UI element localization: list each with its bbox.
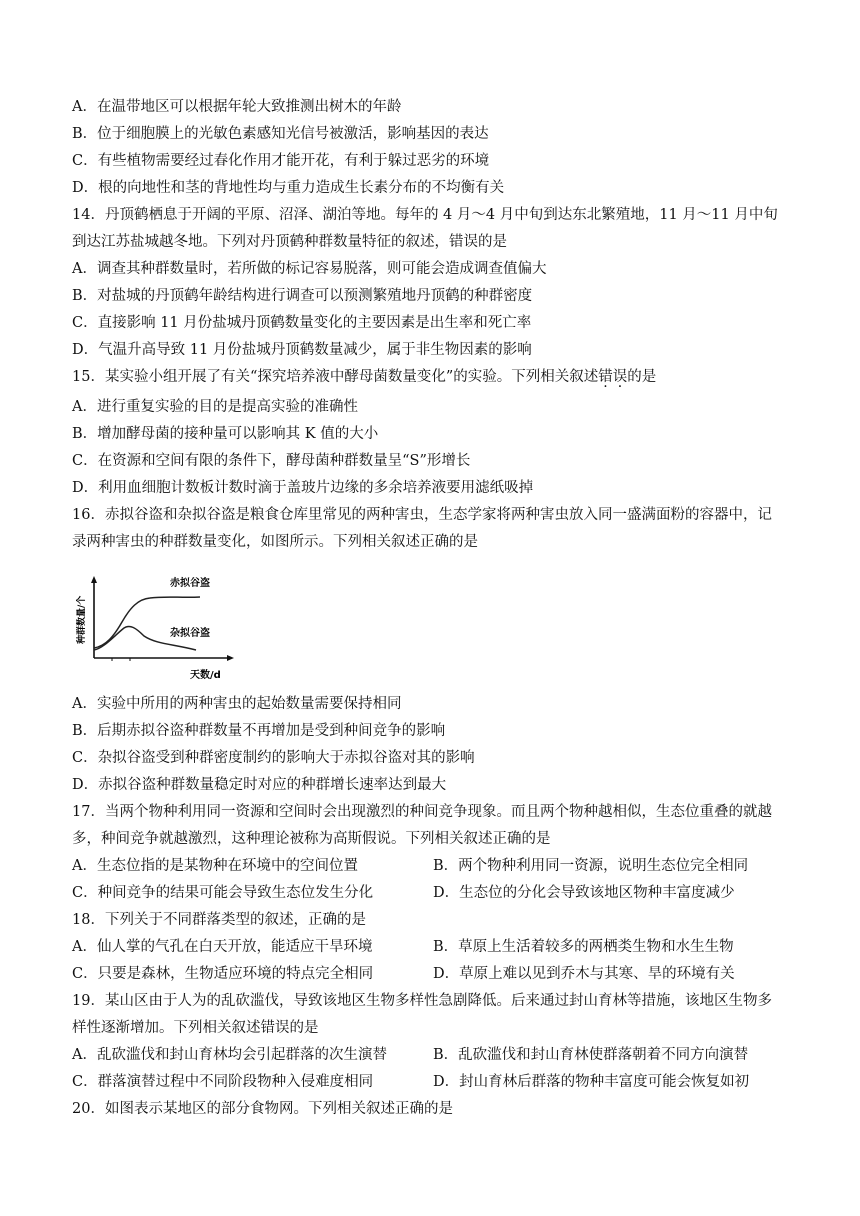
q20-stem: 20．如图表示某地区的部分食物网。下列相关叙述正确的是 <box>72 1101 453 1117</box>
q18-option-c: C．只要是森林，生物适应环境的特点完全相同 <box>72 966 374 982</box>
q19-stem-line1: 19．某山区由于人为的乱砍滥伐，导致该地区生物多样性急剧降低。后来通过封山育林等措施，该地区生物多 <box>72 993 772 1009</box>
series-label-chi: 赤拟谷盗 <box>170 578 210 589</box>
q19-option-b: B．乱砍滥伐和封山育林使群落朝着不同方向演替 <box>433 1047 749 1063</box>
y-axis-label: 种群数量/个 <box>77 595 87 644</box>
q19-option-d: D．封山育林后群落的物种丰富度可能会恢复如初 <box>433 1074 750 1090</box>
q19-stem-line2: 样性逐渐增加。下列相关叙述错误的是 <box>72 1020 319 1036</box>
q18-option-a: A．仙人掌的气孔在白天开放，能适应干旱环境 <box>72 939 373 955</box>
q13-option-d: D．根的向地性和茎的背地性均与重力造成生长素分布的不均衡有关 <box>72 180 505 196</box>
q14-option-b: B．对盐城的丹顶鹤年龄结构进行调查可以预测繁殖地丹顶鹤的种群密度 <box>72 288 533 304</box>
q17-option-c: C．种间竞争的结果可能会导致生态位发生分化 <box>72 885 374 901</box>
q15-option-a: A．进行重复实验的目的是提高实验的准确性 <box>72 399 358 415</box>
q15-stem-emph-2: 误 <box>612 369 628 385</box>
q16-stem-line2: 录两种害虫的种群数量变化，如图所示。下列相关叙述正确的是 <box>72 534 478 550</box>
q17-option-d: D．生态位的分化会导致该地区物种丰富度减少 <box>433 885 735 901</box>
q18-stem: 18．下列关于不同群落类型的叙述，正确的是 <box>72 912 366 928</box>
q16-option-c: C．杂拟谷盗受到种群密度制约的影响大于赤拟谷盗对其的影响 <box>72 750 475 766</box>
q16-option-d: D．赤拟谷盗种群数量稳定时对应的种群增长速率达到最大 <box>72 777 447 793</box>
population-chart <box>72 574 252 686</box>
q14-stem-line1: 14．丹顶鹤栖息于开阔的平原、沼泽、湖泊等地。每年的 4 月～4 月中旬到达东北繁殖地，11 月～11 月中旬 <box>72 207 778 223</box>
x-axis-label: 天数/d <box>190 670 221 681</box>
q15-stem-emph-1: 错 <box>598 369 613 385</box>
q15-stem <box>72 367 656 387</box>
q16-option-b: B．后期赤拟谷盗种群数量不再增加是受到种间竞争的影响 <box>72 723 446 739</box>
q15-stem-post: 的是 <box>627 369 657 385</box>
y-axis-arrow <box>91 576 97 583</box>
q13-option-b: B．位于细胞膜上的光敏色素感知光信号被激活，影响基因的表达 <box>72 126 489 142</box>
q15-option-b: B．增加酵母菌的接种量可以影响其 K 值的大小 <box>72 426 379 442</box>
q14-option-d: D．气温升高导致 11 月份盐城丹顶鹤数量减少，属于非生物因素的影响 <box>72 342 532 358</box>
q15-option-d: D．利用血细胞计数板计数时滴于盖玻片边缘的多余培养液要用滤纸吸掉 <box>72 480 534 496</box>
q15-option-c: C．在资源和空间有限的条件下，酵母菌种群数量呈“S”形增长 <box>72 453 471 469</box>
q16-stem-line1: 16．赤拟谷盗和杂拟谷盗是粮食仓库里常见的两种害虫，生态学家将两种害虫放入同一盛满面粉的容器中，记 <box>72 507 772 523</box>
series-label-za: 杂拟谷盗 <box>170 628 210 639</box>
q14-stem-line2: 到达江苏盐城越冬地。下列对丹顶鹤种群数量特征的叙述，错误的是 <box>72 234 507 250</box>
q19-option-a: A．乱砍滥伐和封山育林均会引起群落的次生演替 <box>72 1047 387 1063</box>
q17-stem-line1: 17．当两个物种利用同一资源和空间时会出现激烈的种间竞争现象。而且两个物种越相似，生态位重叠的就越 <box>72 804 772 820</box>
q13-option-a: A．在温带地区可以根据年轮大致推测出树木的年龄 <box>72 99 402 115</box>
q14-option-a: A．调查其种群数量时，若所做的标记容易脱落，则可能会造成调查值偏大 <box>72 261 547 277</box>
q19-option-c: C．群落演替过程中不同阶段物种入侵难度相同 <box>72 1074 374 1090</box>
q18-option-b: B．草原上生活着较多的两栖类生物和水生生物 <box>433 939 734 955</box>
q13-option-c: C．有些植物需要经过春化作用才能开花，有利于躲过恶劣的环境 <box>72 153 490 169</box>
q14-option-c: C．直接影响 11 月份盐城丹顶鹤数量变化的主要因素是出生率和死亡率 <box>72 315 532 331</box>
q17-option-b: B．两个物种利用同一资源，说明生态位完全相同 <box>433 858 749 874</box>
q17-stem-line2: 多，种间竞争就越激烈，这种理论被称为高斯假说。下列相关叙述正确的是 <box>72 831 551 847</box>
x-axis-arrow <box>227 655 234 661</box>
q18-option-d: D．草原上难以见到乔木与其寒、旱的环境有关 <box>433 966 735 982</box>
q17-option-a: A．生态位指的是某物种在环境中的空间位置 <box>72 858 358 874</box>
q16-option-a: A．实验中所用的两种害虫的起始数量需要保持相同 <box>72 696 402 712</box>
q15-stem-pre: 15．某实验小组开展了有关“探究培养液中酵母菌数量变化”的实验。下列相关叙述 <box>72 369 599 385</box>
